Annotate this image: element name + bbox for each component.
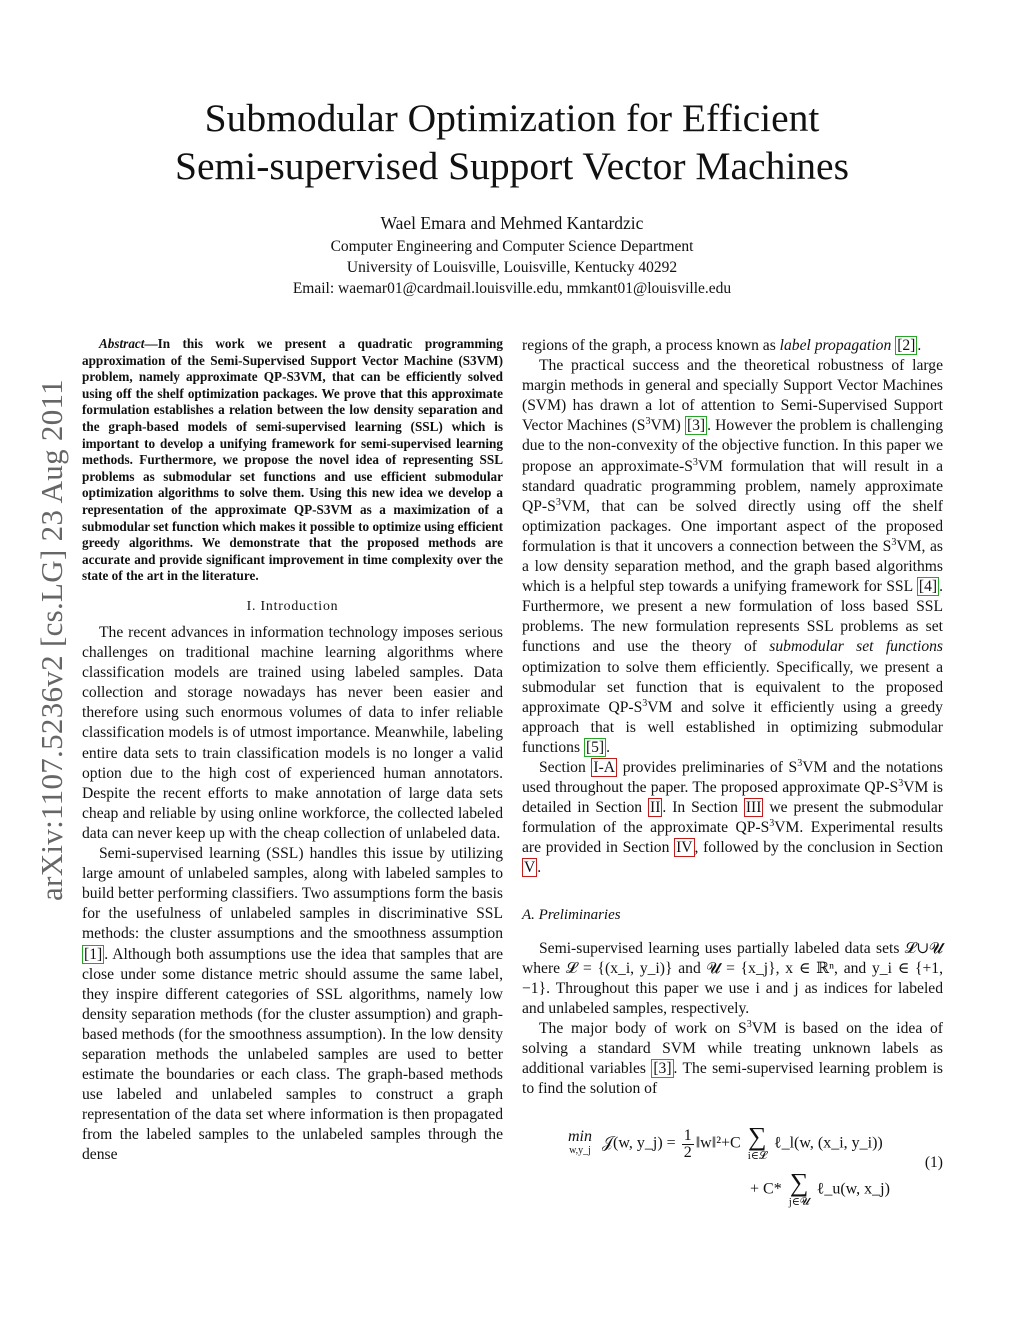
equation-labeled-loss: ℓ_l(w, (x_i, y_i))	[773, 1135, 883, 1153]
authors: Wael Emara and Mehmed Kantardzic	[380, 213, 644, 233]
equation-line-1	[568, 1122, 883, 1163]
citation-link-2[interactable]: [2]	[897, 337, 916, 354]
equation-unlabeled-loss: ℓ_u(w, x_j)	[816, 1181, 890, 1199]
equation-fraction: $\frac{1}{2}$	[683, 1126, 692, 1161]
abstract-text: —In this work we present a quadratic programming approximation of the Semi-Supervised Support Vector Machine (S3VM) problem, namely approximate QP-S3VM, that can be efficiently solved using off the shelf optimization packages. We prove that this approximate formulation establishes a relation between the low density separation and the graph-based models of semi-supervised learning (SSL) which is important to develop a unifying framework for semi-supervised learning methods. Furthermore, we propose the novel idea of representing SSL problems as submodular set functions and use efficient submodular optimization algorithms to solve them. Using this new idea we develop a representation of the approximate QP-S3VM as a maximization of a submodular set function which makes it possible to optimize using efficient greedy algorithms. We demonstrate that the proposed methods are accurate and provide significant improvement in time complexity over the state of the art in the literature.	[82, 336, 503, 584]
equation-sum-unlabeled: ∑ j∈𝓤	[788, 1168, 810, 1209]
equation-cstar: + C*	[750, 1181, 782, 1199]
affiliation-email: Email: waemar01@cardmail.louisville.edu, mmkant01@louisville.edu	[292, 280, 732, 297]
section-link-iv[interactable]: IV	[676, 839, 693, 857]
title-line-2: Semi-supervised Support Vector Machines	[175, 144, 849, 188]
right-paragraph-2: The practical success and the theoretical robustness of large margin methods in general and specially Support Vector Machines (SVM) has drawn a lot of attention to Semi-Supervised Support Vector Machines $(S^3VM)$ [3] . However the problem is challenging due to the non-convexity of the objective function. In this paper we propose an approximate-$S^3VM$ formulation that will result in a standard quadratic programming problem, namely approximate $QP-S^3VM$, that can be solved directly using off the shelf optimization packages. One important aspect of the proposed formulation is that it uncovers a connection between the $S^3VM$, as a low density separation method, and the graph based algorithms which is a helpful step towards a unifying framework for SSL [4] . Furthermore, we present a new formulation of loss based SSL problems. The new formulation represents SSL problems as set functions and use the theory of submodular set functions optimization to solve them efficiently. Specifically, we present a submodular set function that is equivalent to the proposed approximate $QP-S^3VM$ and solve it efficiently using a greedy approach that is well established in optimizing submodular functions [5] .	[522, 357, 944, 756]
subsection-heading-preliminaries: A. Preliminaries	[522, 906, 621, 923]
prelim-paragraph-2: The major body of work on $S^3VM$ is based on the idea of solving a standard SVM while treating unknown labels as additional variables [3] . The semi-supervised learning problem is to find the solution of	[522, 1018, 943, 1098]
section-link-ii[interactable]: II	[650, 799, 661, 817]
right-paragraph-1: regions of the graph, a process known as label propagation [2] .	[522, 337, 922, 354]
equation-sum-labeled: ∑ i∈𝓛	[747, 1122, 767, 1163]
affiliation-department: Computer Engineering and Computer Science Department	[330, 238, 694, 255]
equation-line-2	[750, 1168, 890, 1209]
title-line-1: Submodular Optimization for Efficient	[204, 96, 820, 140]
right-paragraph-3: Section I-A provides preliminaries of $S^3VM$ and the notations used throughout the paper. The proposed approximate $QP-S^3VM$ is detailed in Section II . In Section III we present the submodular formulation of the approximate $QP-S^3VM$. Experimental results are provided in Section IV , followed by the conclusion in Section V .	[522, 757, 943, 877]
affiliation-university: University of Louisville, Louisville, Kentucky 40292	[346, 259, 678, 276]
citation-link-1[interactable]: [1]	[84, 945, 103, 963]
left-column	[82, 336, 503, 1166]
equation-norm-term: ‖w‖²+C	[695, 1135, 741, 1153]
equation-min-operator: min w,y_j	[568, 1128, 592, 1157]
abstract-label: Abstract	[99, 336, 145, 351]
citation-link-3[interactable]: [3]	[686, 417, 706, 435]
equation-1	[522, 1117, 943, 1227]
section-link-iii[interactable]: III	[745, 799, 762, 817]
prelim-paragraph-1: Semi-supervised learning uses partially labeled data sets 𝓛∪𝓤 where 𝓛 = {(x_i, y_i)} and 𝓤 = {x_j}, x ∈ ℝⁿ, and y_i ∈ {+1, −1}. Throughout this paper we use i and j as indices for labeled and unlabeled samples, respectively.	[522, 939, 943, 1017]
intro-paragraph-1: The recent advances in information technology imposes serious challenges on traditional machine learning algorithms where classification models are trained using labeled samples. Data collection and storage nowadays has never been easier and therefore using such enormous volumes of data to infer reliable classification models is of utmost importance. Meanwhile, labeling entire data sets to train classification models is no longer a valid option due to the high cost of experienced human annotators. Despite the recent efforts to make annotation of large data sets cheap and reliable by using online workforce, the collected labeled data can never keep up with the cheap collection of unlabeled data.	[82, 624, 503, 842]
abstract	[82, 336, 503, 585]
citation-link-3b[interactable]: [3]	[653, 1060, 672, 1078]
citation-link-4[interactable]: [4]	[918, 578, 938, 596]
equation-number: (1)	[924, 1154, 943, 1172]
citation-link-5[interactable]: [5]	[585, 738, 605, 756]
equation-lhs: 𝒥(w, y_j) =	[602, 1135, 676, 1153]
right-column	[522, 336, 943, 1227]
intro-paragraph-2: Semi-supervised learning (SSL) handles this issue by utilizing large amount of unlabeled samples, along with labeled samples to build better performing classifiers. Two assumptions form the basis for the usefulness of unlabeled samples in discriminative SSL methods: the cluster assumptions and the smoothness assumption [1] . Although both assumptions use the idea that samples that are close under some distance metric should assume the same label, they inspire different categories of SSL algorithms, namely low density separation methods (for the cluster assumption) and graph-based methods (for the smoothness assumption). In the low density separation methods the unlabeled samples are used to better estimate the boundaries or each class. The graph-based methods use labeled and unlabeled samples to construct a graph representation of the data set where information is then propagated from the labeled samples to the unlabeled samples through the dense	[82, 845, 503, 1164]
paper-title	[100, 94, 924, 190]
arxiv-identifier-text[interactable]: arXiv:1107.5236v2 [cs.LG] 23 Aug 2011	[34, 379, 69, 901]
section-link-ia[interactable]: I-A	[593, 758, 616, 776]
section-link-v[interactable]: V	[524, 859, 536, 877]
section-heading-introduction: I. Introduction	[246, 597, 339, 613]
